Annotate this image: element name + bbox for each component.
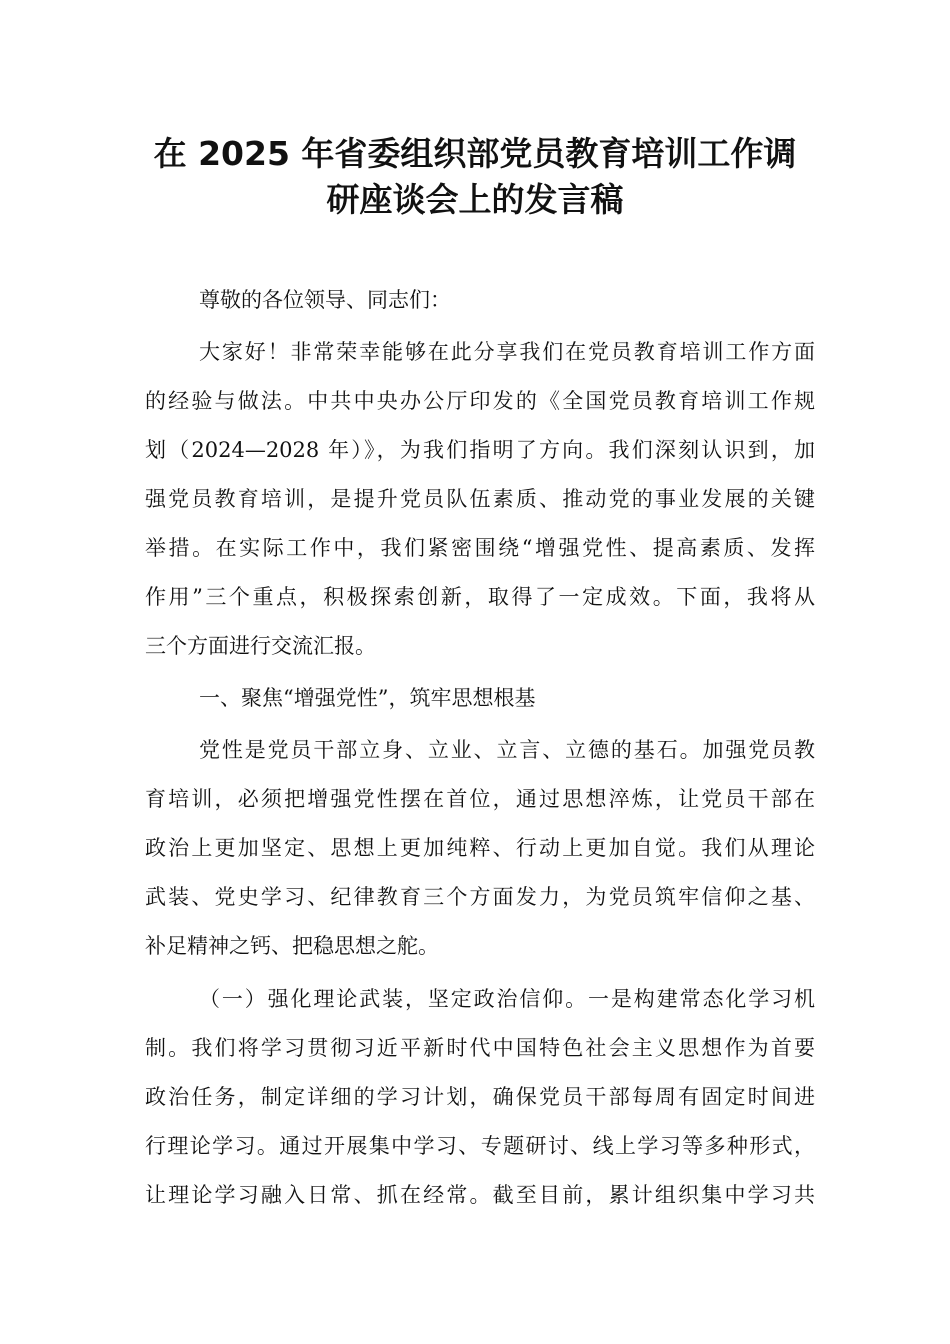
body-line: 三个方面进行交流汇报。 xyxy=(145,634,376,658)
body-line: 举措。在实际工作中，我们紧密围绕“增强党性、提高素质、发挥 xyxy=(145,536,815,560)
subsection-line: （一）强化理论武装，坚定政治信仰。一是构建常态化学习机 xyxy=(199,987,815,1011)
section-heading: 一、聚焦“增强党性”，筑牢思想根基 xyxy=(199,686,536,710)
body-line: 党性是党员干部立身、立业、立言、立德的基石。加强党员教 xyxy=(199,738,815,762)
body-line: 武装、党史学习、纪律教育三个方面发力，为党员筑牢信仰之基、 xyxy=(145,885,815,909)
body-line: 补足精神之钙、把稳思想之舵。 xyxy=(145,934,439,958)
body-line: 作用”三个重点，积极探索创新，取得了一定成效。下面，我将从 xyxy=(145,585,815,609)
body-line: 大家好！非常荣幸能够在此分享我们在党员教育培训工作方面 xyxy=(199,340,815,364)
body-line: 的经验与做法。中共中央办公厅印发的《全国党员教育培训工作规 xyxy=(145,389,815,413)
body-line: 育培训，必须把增强党性摆在首位，通过思想淬炼，让党员干部在 xyxy=(145,787,815,811)
body-line: 政治上更加坚定、思想上更加纯粹、行动上更加自觉。我们从理论 xyxy=(145,836,815,860)
body-line: 行理论学习。通过开展集中学习、专题研讨、线上学习等多种形式， xyxy=(145,1134,815,1158)
body-line: 政治任务，制定详细的学习计划，确保党员干部每周有固定时间进 xyxy=(145,1085,815,1109)
body-line: 制。我们将学习贯彻习近平新时代中国特色社会主义思想作为首要 xyxy=(145,1036,815,1060)
document-title-line-2: 研座谈会上的发言稿 xyxy=(326,180,624,219)
body-line: 强党员教育培训，是提升党员队伍素质、推动党的事业发展的关键 xyxy=(145,487,815,511)
body-line: 让理论学习融入日常、抓在经常。截至目前，累计组织集中学习共 xyxy=(145,1183,815,1207)
body-line: 划（2024—2028 年）》，为我们指明了方向。我们深刻认识到，加 xyxy=(145,438,815,462)
document-title-line-1: 在 2025 年省委组织部党员教育培训工作调 xyxy=(153,134,797,173)
salutation: 尊敬的各位领导、同志们： xyxy=(199,288,451,312)
